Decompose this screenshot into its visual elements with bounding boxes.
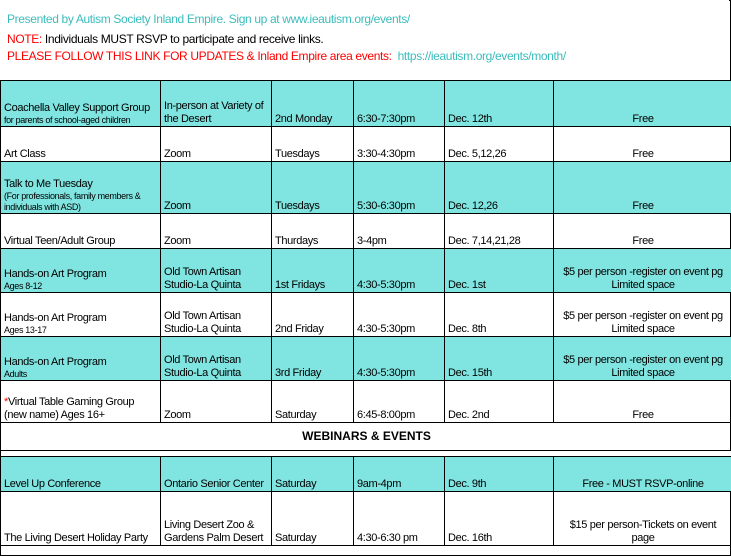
- note-label: NOTE:: [7, 32, 42, 46]
- program-row: [1, 337, 731, 381]
- event-row: [1, 492, 731, 546]
- event-location: Living Desert Zoo & Gardens Palm Desert: [161, 492, 272, 546]
- webinars-title: WEBINARS & EVENTS: [1, 423, 731, 451]
- program-name: Talk to Me Tuesday: [4, 178, 93, 190]
- event-name: Level Up Conference: [4, 478, 101, 490]
- program-frequency: 1st Fridays: [272, 249, 354, 293]
- program-cost: Free: [554, 81, 731, 127]
- program-name-cell: [1, 337, 161, 381]
- program-row: [1, 249, 731, 293]
- event-dates: Dec. 9th: [445, 457, 554, 492]
- program-frequency: Tuesdays: [272, 162, 354, 214]
- program-frequency: 3rd Friday: [272, 337, 354, 381]
- program-cost: $5 per person -register on event pg Limited space: [554, 337, 731, 381]
- program-name-cell: [1, 249, 161, 293]
- program-subtitle: (For professionals, family members & individuals with ASD): [4, 191, 141, 212]
- program-row: [1, 127, 731, 162]
- program-name: Hands-on Art Program: [4, 268, 107, 280]
- program-location: Old Town Artisan Studio-La Quinta: [161, 249, 272, 293]
- event-frequency: Saturday: [272, 457, 354, 492]
- program-row: [1, 214, 731, 249]
- note-text: Individuals MUST RSVP to participate and receive links.: [41, 32, 324, 46]
- program-name-cell: [1, 127, 161, 162]
- program-cost: Free: [554, 127, 731, 162]
- program-time: 3:30-4:30pm: [354, 127, 445, 162]
- program-location: In-person at Variety of the Desert: [161, 81, 272, 127]
- program-time: 4:30-5:30pm: [354, 337, 445, 381]
- event-location: Ontario Senior Center: [161, 457, 272, 492]
- header-block: [0, 0, 729, 80]
- program-time: 3-4pm: [354, 214, 445, 249]
- program-name: Art Class: [4, 148, 46, 160]
- program-subtitle: Adults: [4, 369, 27, 379]
- webinars-header-row: [1, 423, 731, 451]
- follow-line: [7, 49, 566, 63]
- program-row: [1, 162, 731, 214]
- event-name-cell: [1, 492, 161, 546]
- program-name: Hands-on Art Program: [4, 312, 107, 324]
- program-location: Old Town Artisan Studio-La Quinta: [161, 337, 272, 381]
- program-location: Zoom: [161, 214, 272, 249]
- program-name: Virtual Table Gaming Group (new name) Ages 16+: [4, 396, 135, 421]
- program-dates: Dec. 1st: [445, 249, 554, 293]
- program-frequency: 2nd Monday: [272, 81, 354, 127]
- events-table: [0, 80, 731, 546]
- program-location: Zoom: [161, 162, 272, 214]
- program-name-cell: [1, 81, 161, 127]
- follow-text: PLEASE FOLLOW THIS LINK FOR UPDATES & Inland Empire area events:: [7, 49, 392, 63]
- program-frequency: Thurdays: [272, 214, 354, 249]
- program-cost: Free: [554, 162, 731, 214]
- program-name-cell: [1, 162, 161, 214]
- program-location: Old Town Artisan Studio-La Quinta: [161, 293, 272, 337]
- program-frequency: Saturday: [272, 381, 354, 423]
- program-row: [1, 81, 731, 127]
- program-subtitle: Ages 8-12: [4, 281, 42, 291]
- program-name: Coachella Valley Support Group: [4, 102, 150, 114]
- events-link[interactable]: https://ieautism.org/events/month/: [397, 49, 566, 63]
- program-frequency: Tuesdays: [272, 127, 354, 162]
- program-dates: Dec. 5,12,26: [445, 127, 554, 162]
- program-name-cell: [1, 214, 161, 249]
- program-time: 5:30-6:30pm: [354, 162, 445, 214]
- program-row: [1, 381, 731, 423]
- program-frequency: 2nd Friday: [272, 293, 354, 337]
- event-name: The Living Desert Holiday Party: [4, 532, 148, 544]
- program-location: Zoom: [161, 381, 272, 423]
- program-dates: Dec. 7,14,21,28: [445, 214, 554, 249]
- program-row: [1, 293, 731, 337]
- program-time: 4:30-5:30pm: [354, 293, 445, 337]
- asterisk-marker: *: [4, 396, 8, 408]
- program-dates: Dec. 8th: [445, 293, 554, 337]
- event-name-cell: [1, 457, 161, 492]
- program-name-cell: [1, 381, 161, 423]
- events-table-body: [1, 81, 731, 546]
- program-cost: Free: [554, 381, 731, 423]
- program-subtitle: for parents of school-aged children: [4, 115, 131, 125]
- event-time: 4:30-6:30 pm: [354, 492, 445, 546]
- program-cost: $5 per person -register on event pg Limited space: [554, 293, 731, 337]
- program-dates: Dec. 12,26: [445, 162, 554, 214]
- program-dates: Dec. 12th: [445, 81, 554, 127]
- presented-by-text: Presented by Autism Society Inland Empire. Sign up at www.ieautism.org/events/: [7, 12, 410, 26]
- event-cost: $15 per person-Tickets on event page: [554, 492, 731, 546]
- program-subtitle: Ages 13-17: [4, 325, 47, 335]
- event-cost: Free - MUST RSVP-online: [554, 457, 731, 492]
- program-name: Hands-on Art Program: [4, 356, 107, 368]
- event-frequency: Saturday: [272, 492, 354, 546]
- rsvp-note: [7, 32, 323, 46]
- event-dates: Dec. 16th: [445, 492, 554, 546]
- program-cost: $5 per person -register on event pg Limited space: [554, 249, 731, 293]
- program-time: 6:45-8:00pm: [354, 381, 445, 423]
- program-location: Zoom: [161, 127, 272, 162]
- program-name-cell: [1, 293, 161, 337]
- event-time: 9am-4pm: [354, 457, 445, 492]
- program-time: 6:30-7:30pm: [354, 81, 445, 127]
- program-cost: Free: [554, 214, 731, 249]
- event-row: [1, 457, 731, 492]
- program-dates: Dec. 15th: [445, 337, 554, 381]
- program-time: 4:30-5:30pm: [354, 249, 445, 293]
- program-name: Virtual Teen/Adult Group: [4, 235, 116, 247]
- program-dates: Dec. 2nd: [445, 381, 554, 423]
